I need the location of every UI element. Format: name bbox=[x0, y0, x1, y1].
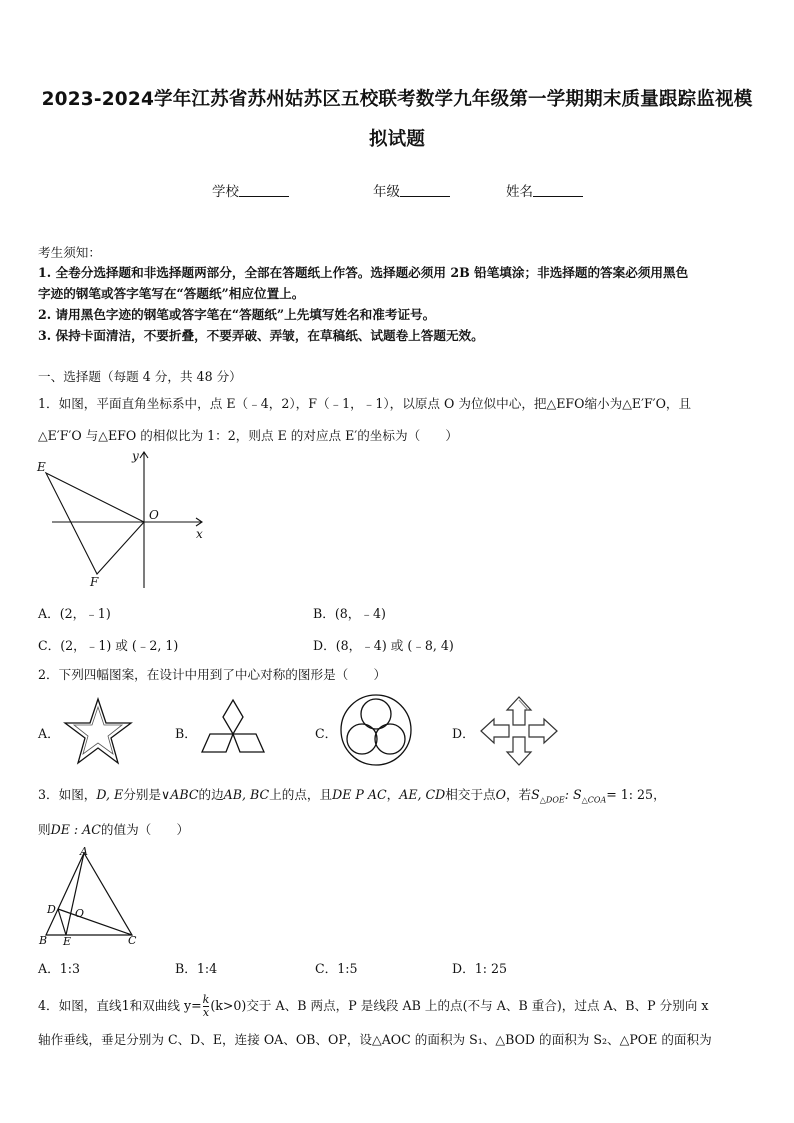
triangle-efo bbox=[46, 473, 144, 574]
notice-line-3: 2. 请用黑色字迹的钢笔或答字笔在“答题纸”上先填写姓名和准考证号。 bbox=[38, 307, 436, 322]
fraction-k-over-x: $\frac{k}{x}$ bbox=[202, 993, 210, 1019]
q3-stem-line-1: 3．如图，D, E分别是∨ABC的边AB, BC上的点，且DE P AC，AE, CD相交于点O，若$S_{\triangle DOE}$: $S_{\triangle COA}= 1$: 25， bbox=[38, 787, 666, 805]
school-field[interactable]: 学校 bbox=[212, 180, 289, 200]
q3-triangle-figure bbox=[36, 845, 146, 950]
label-e: E bbox=[37, 460, 46, 474]
label-e: E bbox=[63, 935, 72, 948]
label-d: D bbox=[47, 903, 56, 916]
label-o: O bbox=[75, 907, 85, 920]
q1-coordinate-figure bbox=[32, 448, 212, 593]
label-b: B bbox=[39, 934, 48, 947]
page-title: 2023-2024学年江苏省苏州姑苏区五校联考数学九年级第一学期期末质量跟踪监视模 bbox=[41, 89, 753, 110]
label-x: x bbox=[196, 527, 203, 541]
q3-option-a[interactable]: A．1:3 bbox=[38, 961, 80, 976]
grade-field[interactable]: 年级 bbox=[373, 180, 450, 200]
q3-stem-line-2: 则DE : AC的值为（ ） bbox=[38, 822, 190, 837]
label-y: y bbox=[132, 449, 139, 463]
segment-ae bbox=[66, 853, 84, 935]
label-o: O bbox=[149, 508, 159, 522]
q2-stem: 2．下列四幅图案，在设计中用到了中心对称的图形是（ ） bbox=[38, 667, 387, 682]
label-c: C bbox=[128, 934, 137, 947]
q1-stem-line-1: 1．如图，平面直角坐标系中，点 E（﹣4，2），F（﹣1，﹣1），以原点 O 为位似中心，把△EFO缩小为△E′F′O，且 bbox=[38, 396, 692, 411]
q3-option-b[interactable]: B．1:4 bbox=[175, 961, 218, 976]
notice-line-4: 3. 保持卡面清洁，不要折叠，不要弄破、弄皱，在草稿纸、试题卷上答题无效。 bbox=[38, 328, 484, 343]
q4-stem-line-1: 4．如图，直线1和双曲线 y= $\frac{k}{x}$ (k>0)交于 A、B 两点，P 是线段 AB 上的点(不与 A、B 重合)，过点 A、B、P 分别向 x bbox=[38, 993, 709, 1019]
three-diamonds-icon bbox=[198, 697, 268, 763]
q1-option-b[interactable]: B．(8，﹣4) bbox=[313, 606, 386, 621]
four-arrows-icon bbox=[478, 694, 560, 768]
section-heading: 一、选择题（每题 4 分，共 48 分） bbox=[38, 369, 242, 384]
notice-line-2: 字迹的钢笔或答字笔写在“答题纸”相应位置上。 bbox=[38, 286, 305, 301]
q3-option-c[interactable]: C．1:5 bbox=[315, 961, 358, 976]
q2-option-a[interactable]: A． bbox=[38, 726, 60, 741]
circles-icon bbox=[338, 692, 414, 768]
q1-stem-line-2: △E′F′O 与△EFO 的相似比为 1：2，则点 E 的对应点 E′的坐标为（ ） bbox=[38, 428, 458, 443]
page-title-continued: 拟试题 bbox=[368, 129, 426, 150]
notice-heading: 考生须知： bbox=[38, 245, 101, 260]
segment-de bbox=[58, 909, 66, 935]
q2-option-d[interactable]: D． bbox=[452, 726, 475, 741]
star-icon bbox=[62, 697, 134, 765]
q2-option-b[interactable]: B． bbox=[175, 726, 197, 741]
label-f: F bbox=[90, 575, 99, 589]
q3-option-d[interactable]: D．1: 25 bbox=[452, 961, 507, 976]
q1-option-d[interactable]: D．(8，﹣4) 或 (﹣8, 4) bbox=[313, 638, 454, 653]
q1-option-c[interactable]: C．(2，﹣1) 或 (﹣2, 1) bbox=[38, 638, 179, 653]
name-field[interactable]: 姓名 bbox=[506, 180, 583, 200]
q1-option-a[interactable]: A．(2，﹣1) bbox=[38, 606, 111, 621]
label-a: A bbox=[80, 845, 88, 858]
q2-option-c[interactable]: C． bbox=[315, 726, 338, 741]
triangle-abc bbox=[46, 853, 132, 935]
notice-line-1: 1. 全卷分选择题和非选择题两部分，全部在答题纸上作答。选择题必须用 2B 铅笔填涂；非选择题的答案必须用黑色 bbox=[38, 265, 689, 280]
q4-stem-line-2: 轴作垂线，垂足分别为 C、D、E，连接 OA、OB、OP，设△AOC 的面积为 S₁、△BOD 的面积为 S₂、△POE 的面积为 bbox=[38, 1032, 712, 1047]
